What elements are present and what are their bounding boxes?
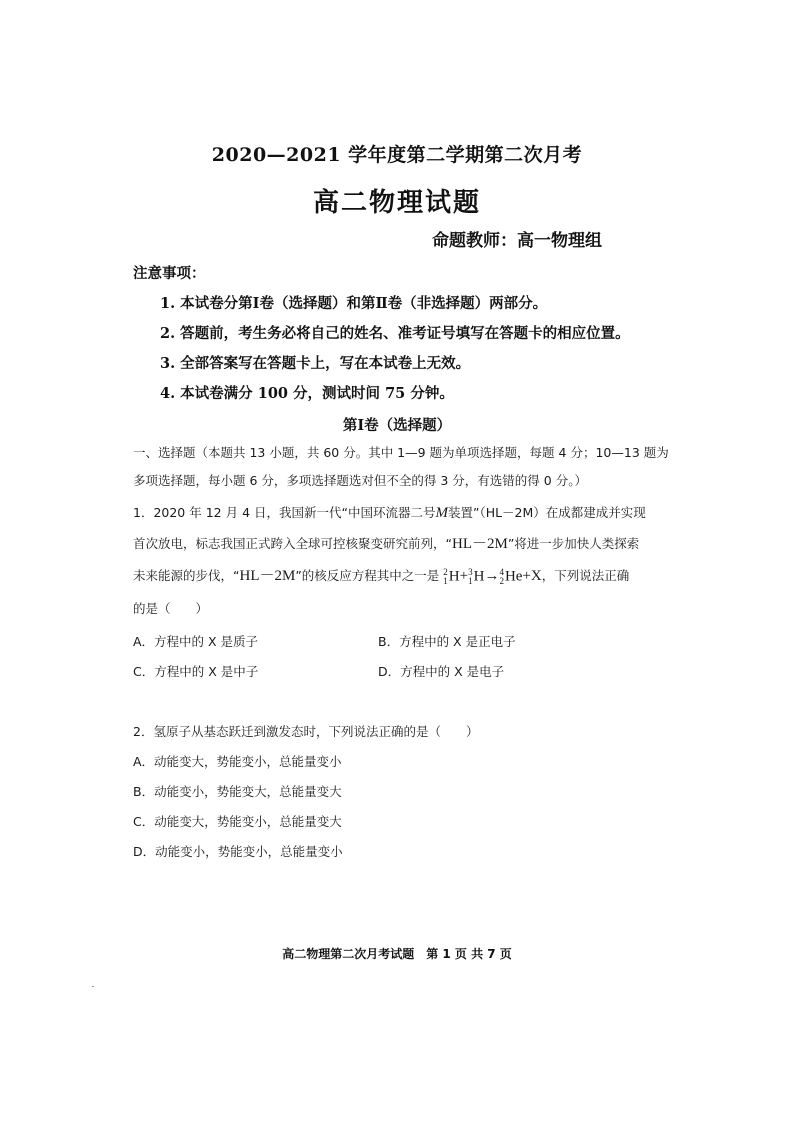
notes-title: 注意事项： [133,265,206,282]
section-intro: 多项选择题，每小题 6 分，多项选择题选对但不全的得 3 分，有选错的得 0 分。） [133,473,587,488]
plus-sign: + [522,568,531,584]
q1-option-c: C．方程中的 X 是中子 [133,664,259,679]
q1-device-name: HL－2M [451,536,508,552]
q1-text: 装置”（HL－2M）在成都建成并实现 [447,505,646,520]
arrow-icon: → [484,568,500,584]
nuclide-h3: 3 1 H [468,566,485,586]
note-item: 4. 本试卷满分 100 分，测试时间 75 分钟。 [160,385,454,402]
q1-text: ”将进一步加快人类探索 [507,536,640,551]
q2-stem: 2．氢原子从基态跃迁到激发态时，下列说法正确的是（ ） [133,724,479,739]
q1-text: 首次放电，标志我国正式跨入全球可控核聚变研究前列，“ [133,536,452,551]
q1-text: ，下列说法正确 [541,568,630,583]
q2-option-a: A．动能变大，势能变小，总能量变小 [133,754,342,769]
note-item: 1. 本试卷分第Ⅰ卷（选择题）和第Ⅱ卷（非选择题）两部分。 [160,295,548,312]
unknown-particle-x: X [530,568,542,584]
q1-option-a: A．方程中的 X 是质子 [133,634,259,649]
plus-sign: + [459,568,469,584]
q1-text: ”的核反应方程其中之一是 [295,568,440,583]
q1-option-d: D．方程中的 X 是电子 [378,664,505,679]
q1-stem-line3 [133,564,629,586]
q2-option-d: D．动能变小，势能变小，总能量变小 [133,844,343,859]
nuclide-he4: 4 2 He [499,566,523,586]
q1-device-name: HL－2M [239,568,296,584]
q1-stem-line2 [133,532,639,553]
scan-speck [92,986,94,987]
q1-text: 未来能源的步伐，“ [133,568,240,583]
subject-title: 高二物理试题 [312,188,481,218]
q2-option-b: B．动能变小，势能变大，总能量变大 [133,784,342,799]
exam-title: 2020—2021 学年度第二学期第二次月考 [211,144,583,166]
q1-stem-line1 [133,503,646,522]
note-item: 2. 答题前，考生务必将自己的姓名、准考证号填写在答题卡的相应位置。 [160,325,630,342]
q2-option-c: C．动能变大，势能变小，总能量变大 [133,814,342,829]
q1-text: 1．2020 年 12 月 4 日，我国新一代“中国环流器二号 [133,505,436,520]
note-item: 3. 全部答案写在答题卡上，写在本试卷上无效。 [160,355,471,372]
q1-option-b: B．方程中的 X 是正电子 [378,634,516,649]
page-footer: 高二物理第二次月考试题 第 1 页 共 7 页 [282,947,512,961]
q1-stem-line4: 的是（ ） [133,601,209,616]
author-line: 命题教师：高一物理组 [432,231,602,251]
section-intro: 一、选择题（本题共 13 小题，共 60 分。其中 1—9 题为单项选择题，每题 4 分；10—13 题为 [133,445,669,460]
q1-symbol-m: M [435,505,448,521]
section-title: 第Ⅰ卷（选择题） [342,417,452,434]
nuclide-h2: 2 1 H [443,566,460,586]
